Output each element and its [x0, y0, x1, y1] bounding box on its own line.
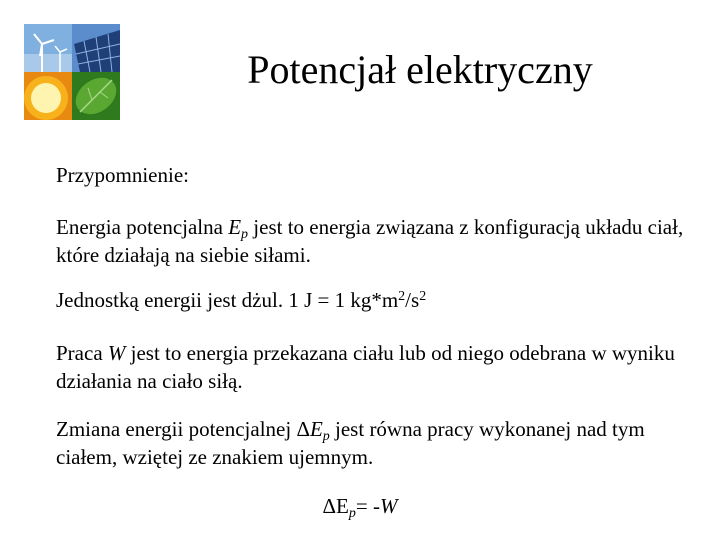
recall-heading: Przypomnienie:: [56, 163, 189, 187]
formula-rhs: W: [379, 494, 398, 518]
energy-subscript: p: [241, 227, 249, 242]
renewable-energy-icon: [24, 24, 120, 120]
potential-energy-definition: [56, 213, 696, 269]
unit-exp2: 2: [419, 289, 427, 304]
unit-def-part2: /s: [405, 288, 420, 312]
formula-lhs: E: [336, 494, 349, 518]
delta-symbol: Δ: [296, 417, 310, 441]
formula-delta: Δ: [322, 494, 337, 518]
work-def-part2: jest to energia przekazana ciału lub od niego odebrana w wyniku działania na ciało siłą.: [56, 341, 675, 393]
energy-work-formula: [0, 492, 720, 520]
delta-energy-subscript: p: [322, 429, 330, 444]
work-definition: [56, 339, 696, 395]
unit-def-part1: Jednostką energii jest dżul. 1 J = 1 kg*m: [56, 288, 399, 312]
delta-def-part1: Zmiana energii potencjalnej: [56, 417, 297, 441]
unit-exp1: 2: [398, 289, 406, 304]
energy-change-definition: [56, 415, 696, 471]
energy-def-part1: Energia potencjalna: [56, 215, 229, 239]
slide-title: Potencjał elektryczny: [247, 47, 593, 92]
energy-def-part2: jest to energia związana z konfiguracją układu ciał, które działają na siebie siłami.: [56, 215, 684, 267]
work-symbol: W: [107, 341, 126, 365]
work-def-part1: Praca: [56, 341, 108, 365]
delta-energy-symbol: E: [309, 417, 323, 441]
energy-symbol: E: [228, 215, 242, 239]
formula-equals: = -: [355, 494, 380, 518]
formula-subscript: p: [348, 506, 356, 521]
delta-def-part2: jest równa pracy wykonanej nad tym ciałem, wziętej ze znakiem ujemnym.: [56, 417, 645, 469]
energy-unit-definition: [56, 286, 696, 314]
